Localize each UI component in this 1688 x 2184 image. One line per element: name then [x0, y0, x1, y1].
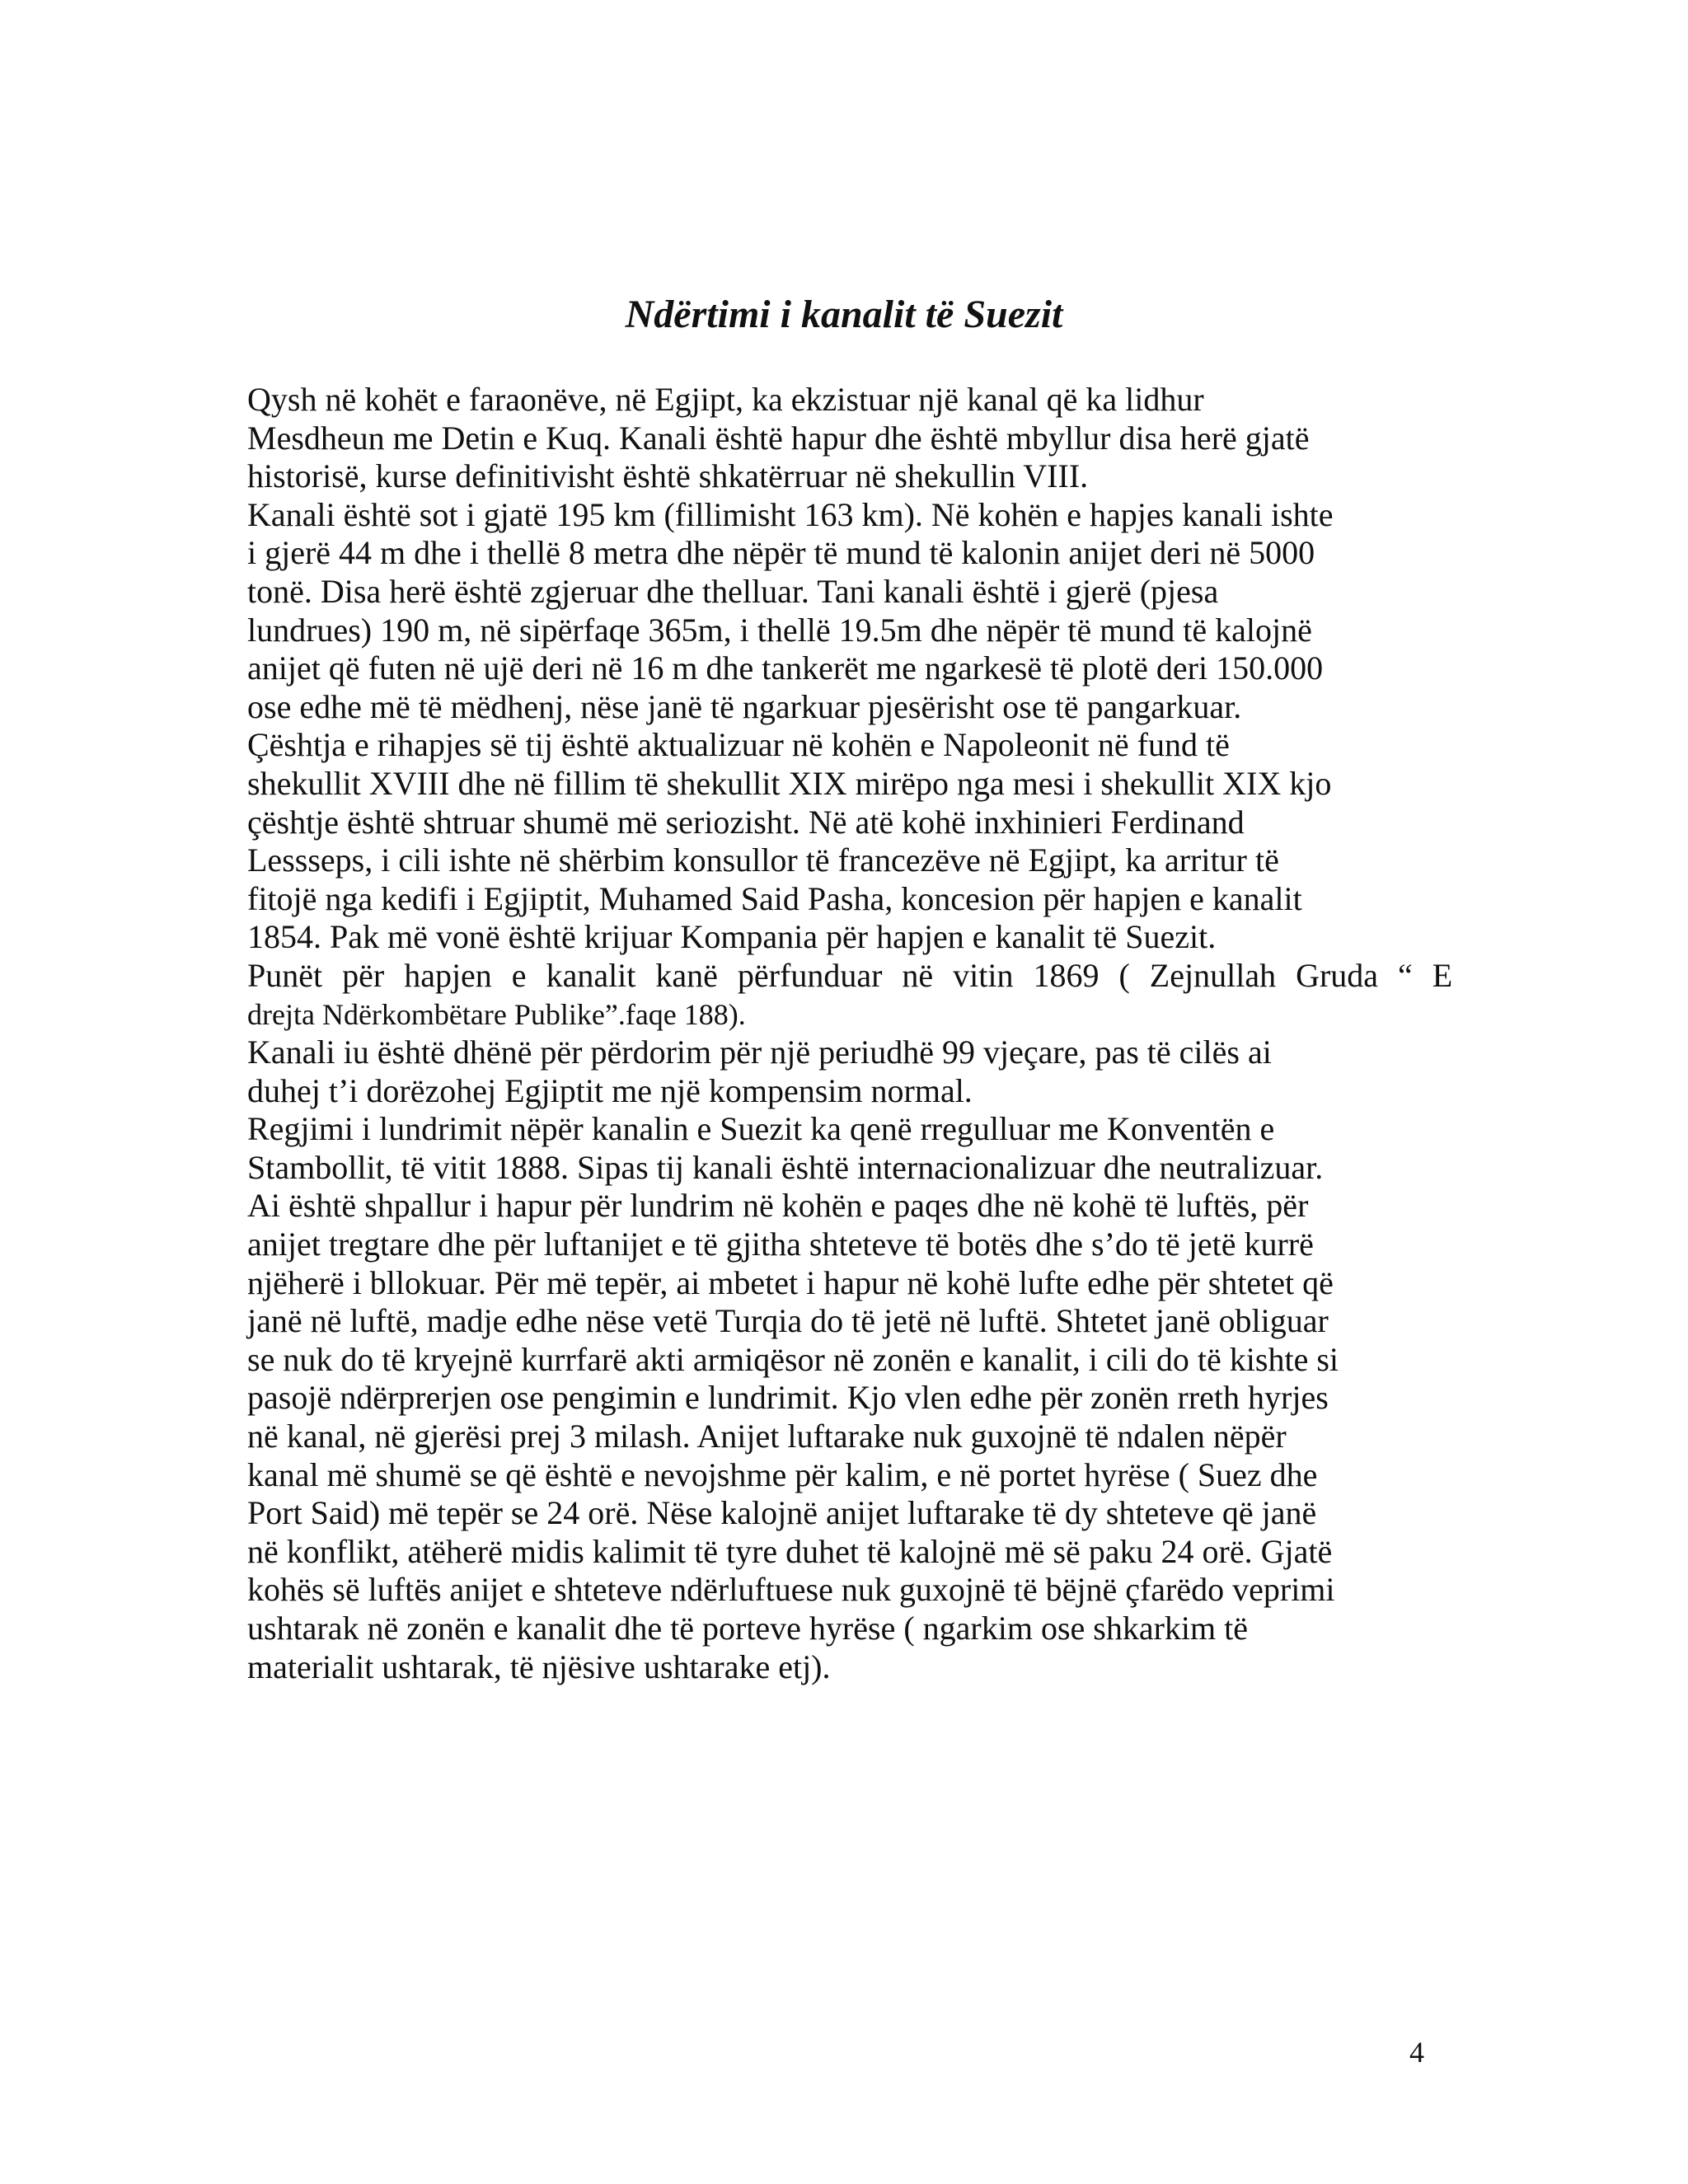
text-line: Stambollit, të vitit 1888. Sipas tij kanali është internacionalizuar dhe neutralizuar.: [247, 1148, 1324, 1186]
text-line: Ai është shpallur i hapur për lundrim në kohën e paqes dhe në kohë të luftës, për: [247, 1187, 1309, 1225]
text-line: Regjimi i lundrimit nëpër kanalin e Suezit ka qenë rregulluar me Konventën e: [247, 1110, 1275, 1148]
text-line: shekullit XVIII dhe në fillim të shekullit XIX mirëpo nga mesi i shekullit XIX kjo: [247, 764, 1332, 802]
text-line: Port Said) më tepër se 24 orë. Nëse kalojnë anijet luftarake të dy shteteve që janë: [247, 1494, 1317, 1532]
text-line: çështje është shtruar shumë më seriozisht. Në atë kohë inxhinieri Ferdinand: [247, 803, 1245, 841]
text-line: Punët për hapjen e kanalit kanë përfunduar në vitin 1869 ( Zejnullah Gruda “ E: [247, 956, 1453, 994]
text-line: ushtarak në zonën e kanalit dhe të porteve hyrëse ( ngarkim ose shkarkim të: [247, 1610, 1249, 1647]
text-line: fitojë nga kedifi i Egjiptit, Muhamed Said Pasha, koncesion për hapjen e kanalit: [247, 879, 1302, 917]
text-line: Mesdheun me Detin e Kuq. Kanali është hapur dhe është mbyllur disa herë gjatë: [247, 419, 1310, 457]
text-line: 1854. Pak më vonë është krijuar Kompania për hapjen e kanalit të Suezit.: [247, 918, 1217, 956]
text-line: se nuk do të kryejnë kurrfarë akti armiqësor në zonën e kanalit, i cili do të kishte si: [247, 1340, 1339, 1378]
text-line: ose edhe më të mëdhenj, nëse janë të ngarkuar pjesërisht ose të pangarkuar.: [247, 687, 1242, 725]
text-line: materialit ushtarak, të njësive ushtarake etj).: [247, 1647, 831, 1685]
text-line: njëherë i bllokuar. Për më tepër, ai mbetet i hapur në kohë lufte edhe për shtetet që: [247, 1263, 1334, 1301]
text-line: lundrues) 190 m, në sipërfaqe 365m, i thellë 19.5m dhe nëpër të mund të kalojnë: [247, 611, 1312, 649]
text-line: drejta Ndërkombëtare Publike”.faqe 188).: [247, 997, 746, 1031]
text-line: anijet tregtare dhe për luftanijet e të gjitha shteteve të botës dhe s’do të jetë kurrë: [247, 1226, 1314, 1263]
text-line: janë në luftë, madje edhe nëse vetë Turqia do të jetë në luftë. Shtetet janë obliguar: [247, 1302, 1329, 1340]
text-line: Lessseps, i cili ishte në shërbim konsullor të francezëve në Egjipt, ka arritur të: [247, 841, 1279, 879]
text-line: kanal më shumë se që është e nevojshme për kalim, e në portet hyrëse ( Suez dhe: [247, 1455, 1318, 1493]
text-line: Çështja e rihapjes së tij është aktualizuar në kohën e Napoleonit në fund të: [247, 726, 1230, 764]
text-line: pasojë ndërprerjen ose pengimin e lundrimit. Kjo vlen edhe për zonën rreth hyrjes: [247, 1379, 1329, 1417]
text-line: tonë. Disa herë është zgjeruar dhe thelluar. Tani kanali është i gjerë (pjesa: [247, 572, 1219, 610]
text-line: historisë, kurse definitivisht është shkatërruar në shekullin VIII.: [247, 457, 1089, 495]
body-text: [247, 381, 1451, 1686]
text-line: kohës së luftës anijet e shteteve ndërluftuese nuk guxojnë të bëjnë çfarëdo veprimi: [247, 1571, 1335, 1609]
text-line: në kanal, në gjerësi prej 3 milash. Anijet luftarake nuk guxojnë të ndalen nëpër: [247, 1418, 1287, 1455]
text-line: Qysh në kohët e faraonëve, në Egjipt, ka ekzistuar një kanal që ka lidhur: [247, 381, 1204, 418]
page-title: Ndërtimi i kanalit të Suezit: [625, 293, 1063, 336]
text-line: Kanali është sot i gjatë 195 km (fillimisht 163 km). Në kohën e hapjes kanali ishte: [247, 495, 1334, 533]
text-line: duhej t’i dorëzohej Egjiptit me një kompensim normal.: [247, 1071, 973, 1109]
page-number: 4: [1409, 2036, 1424, 2069]
text-line: anijet që futen në ujë deri në 16 m dhe tankerët me ngarkesë të plotë deri 150.000: [247, 649, 1324, 687]
text-line: i gjerë 44 m dhe i thellë 8 metra dhe nëpër të mund të kalonin anijet deri në 5000: [247, 534, 1315, 572]
text-line: në konflikt, atëherë midis kalimit të tyre duhet të kalojnë më së paku 24 orë. Gjatë: [247, 1532, 1333, 1570]
text-line: Kanali iu është dhënë për përdorim për një periudhë 99 vjeçare, pas të cilës ai: [247, 1033, 1272, 1071]
